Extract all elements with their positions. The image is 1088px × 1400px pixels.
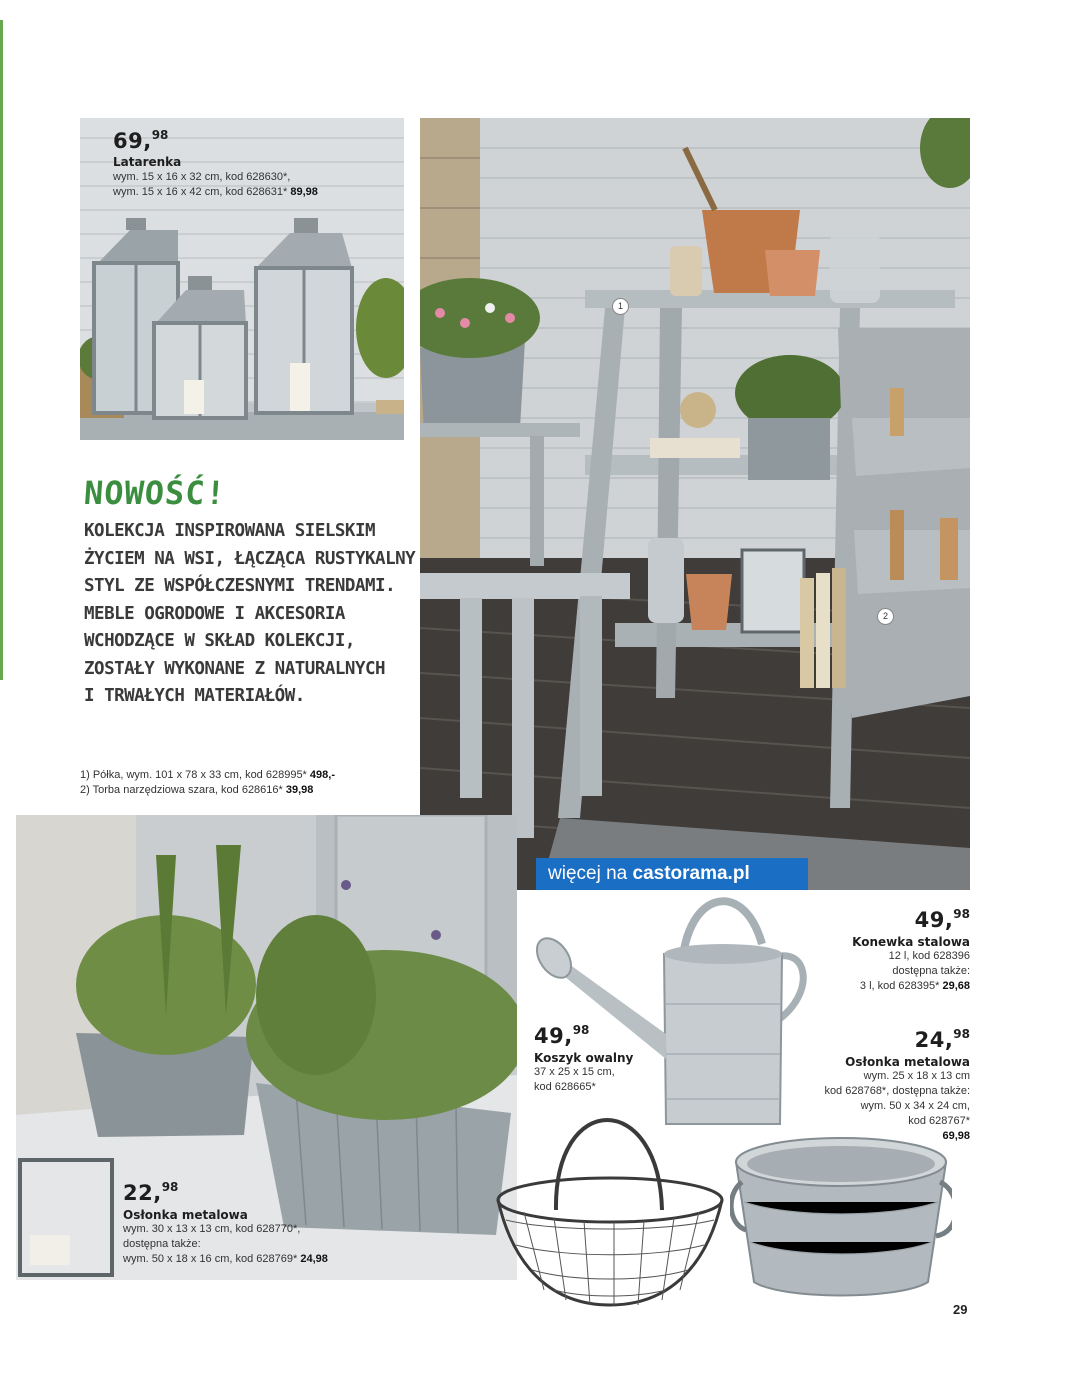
lantern-price (113, 128, 318, 153)
rect-pot-name: Osłonka metalowa (123, 1208, 248, 1222)
lantern-desc-2 (113, 185, 318, 200)
watering-can-price-alt: 29,68 (942, 980, 970, 992)
oval-pot-desc-2: kod 628768*, dostępna także: (824, 1085, 970, 1097)
rect-pot-desc-3-text: wym. 50 x 18 x 16 cm, kod 628769* (123, 1253, 298, 1265)
description-line: I TRWAŁYCH MATERIAŁÓW. (84, 686, 305, 706)
wire-basket-image (494, 1100, 726, 1312)
marker-shelf: 1 (612, 298, 629, 315)
garden-shelf-photo (420, 118, 970, 890)
lantern-price-block (113, 128, 318, 200)
shelf-item-2 (80, 783, 335, 798)
rect-pot-price-alt: 24,98 (300, 1253, 328, 1265)
lantern-price-integer: 69, (113, 129, 152, 153)
basket-desc-1: 37 x 25 x 15 cm, (534, 1066, 615, 1078)
cta-prefix: więcej na (548, 863, 633, 884)
marker-tool-bag: 2 (877, 608, 894, 625)
description-line: WCHODZĄCE W SKŁAD KOLEKCJI, (84, 631, 355, 651)
lantern-price-decimal: 98 (151, 128, 169, 142)
collection-description (84, 518, 414, 711)
headline: NOWOŚĆ! (82, 474, 228, 512)
rect-pot-price-decimal: 98 (161, 1180, 179, 1194)
rect-pot-desc-2: dostępna także: (123, 1238, 201, 1250)
oval-pot-desc-1: wym. 25 x 18 x 13 cm (863, 1070, 970, 1082)
description-line: ŻYCIEM NA WSI, ŁĄCZĄCA RUSTYKALNY (84, 548, 416, 569)
basket-desc-2: kod 628665* (534, 1081, 596, 1093)
description-line: MEBLE OGRODOWE I AKCESORIA (84, 603, 345, 624)
left-edge-strip (0, 20, 3, 680)
oval-pot-desc-4: kod 628767* (908, 1115, 970, 1127)
oval-pot-name: Osłonka metalowa (845, 1055, 970, 1069)
watering-can-desc-2: dostępna także: (892, 965, 970, 977)
description-line: KOLEKCJA INSPIROWANA SIELSKIM (84, 521, 376, 541)
watering-can-price-block (852, 907, 970, 994)
oval-pot-price (824, 1027, 970, 1052)
watering-can-price (852, 907, 970, 932)
shelf-item-2-price: 39,98 (285, 784, 314, 796)
rect-pot-desc-1: wym. 30 x 13 x 13 cm, kod 628770*, (123, 1223, 301, 1235)
basket-price-decimal: 98 (572, 1023, 590, 1037)
watering-can-desc-3 (852, 979, 970, 994)
basket-price-integer: 49, (534, 1024, 573, 1048)
shelf-item-1-text: 1) Półka, wym. 101 x 78 x 33 cm, kod 628995* (80, 769, 307, 781)
lantern-name: Latarenka (113, 155, 182, 169)
oval-pot-price-block (824, 1027, 970, 1144)
oval-pot-desc-3: wym. 50 x 34 x 24 cm, (860, 1100, 970, 1112)
oval-pot-price-decimal: 98 (953, 1027, 970, 1041)
oval-tub-image (730, 1132, 952, 1300)
oval-pot-price-integer: 24, (914, 1028, 954, 1052)
shelf-item-2-text: 2) Torba narzędziowa szara, kod 628616* (80, 784, 283, 796)
rect-pot-price-block (123, 1180, 328, 1267)
watering-can-price-integer: 49, (914, 908, 954, 932)
lantern-desc-1: wym. 15 x 16 x 32 cm, kod 628630*, (113, 171, 291, 183)
shelf-item-1 (80, 768, 335, 783)
cta-site[interactable]: castorama.pl (632, 863, 750, 884)
description-line: STYL ZE WSPÓŁCZESNYMI TRENDAMI. (84, 576, 396, 596)
basket-name: Koszyk owalny (534, 1051, 634, 1065)
rect-pot-price-integer: 22, (123, 1181, 162, 1205)
watering-can-name: Konewka stalowa (852, 935, 970, 949)
watering-can-desc-1: 12 l, kod 628396 (888, 950, 970, 962)
basket-price (534, 1023, 633, 1048)
shelf-items-list (80, 768, 335, 798)
description-line: ZOSTAŁY WYKONANE Z NATURALNYCH (84, 658, 386, 679)
watering-can-price-decimal: 98 (953, 907, 970, 921)
lantern-price-alt: 89,98 (290, 186, 318, 198)
shelf-item-1-price: 498,- (309, 769, 335, 781)
rect-pot-price (123, 1180, 328, 1205)
page-number: 29 (953, 1302, 968, 1317)
basket-price-block (534, 1023, 634, 1095)
watering-can-desc-3-text: 3 l, kod 628395* (859, 980, 940, 992)
oval-pot-price-alt: 69,98 (942, 1130, 970, 1142)
rect-pot-desc-3 (123, 1252, 328, 1267)
lantern-desc-2-text: wym. 15 x 16 x 42 cm, kod 628631* (113, 186, 288, 198)
